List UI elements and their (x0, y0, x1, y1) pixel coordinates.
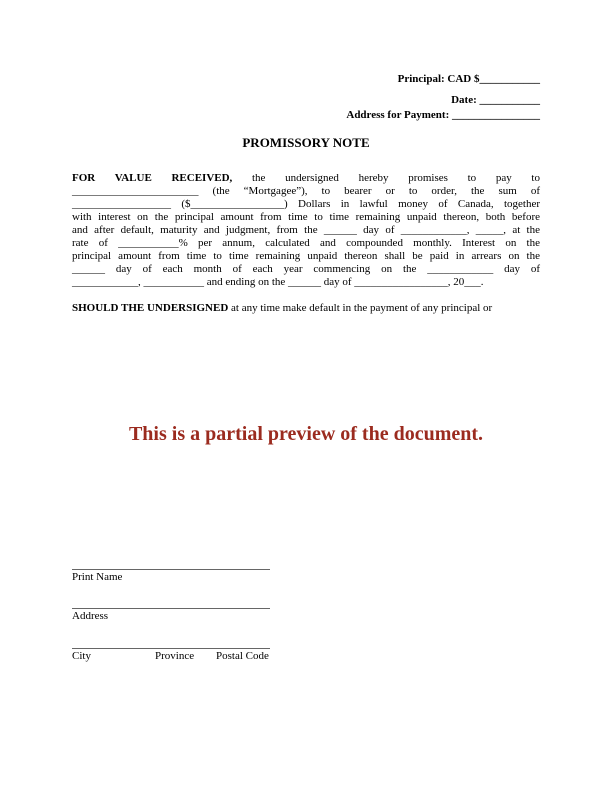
line-text: at any time make default in the payment of any principal or (228, 302, 493, 314)
address-label: Address (72, 610, 109, 622)
paragraph-line: __________________ ($_________________) Dollars in lawful money of Canada, together (72, 198, 540, 210)
paragraph-line: ______ day of each month of each year commencing on the ____________ day of (72, 263, 540, 275)
paragraph-line (72, 172, 540, 185)
paragraph-line: ____________, ___________ and ending on the ______ day of _________________, 20___. (72, 276, 484, 288)
line-text: the undersigned hereby promises to pay to (232, 172, 540, 184)
bold-lead: FOR VALUE RECEIVED, (72, 172, 233, 184)
paragraph-line: with interest on the principal amount from time to time remaining unpaid thereon, both before (72, 211, 540, 223)
paragraph-line: and after default, maturity and judgment, from the ______ day of ____________, _____, at the (72, 224, 540, 236)
paragraph-line: rate of ___________% per annum, calculated and compounded monthly. Interest on the (72, 237, 540, 249)
print-name-label: Print Name (72, 571, 123, 583)
paragraph-line: _______________________ (the “Mortgagee”), to bearer or to order, the sum of (72, 185, 540, 197)
principal-field: Principal: CAD $___________ (397, 73, 540, 85)
paragraph-line (72, 302, 540, 315)
paragraph-line: principal amount from time to time remaining unpaid thereon shall be paid in arrears on the (72, 250, 540, 262)
city-label: City (72, 650, 91, 662)
bold-lead: SHOULD THE UNDERSIGNED (72, 302, 229, 314)
page-title: PROMISSORY NOTE (242, 135, 370, 150)
address-for-payment-field: Address for Payment: ________________ (346, 109, 540, 121)
province-label: Province (155, 650, 195, 662)
date-field: Date: ___________ (451, 94, 540, 106)
signature-line-print-name (72, 569, 270, 570)
partial-preview-notice: This is a partial preview of the document. (128, 423, 484, 445)
signature-line-city (72, 648, 270, 649)
signature-line-address (72, 608, 270, 609)
postal-code-label: Postal Code (216, 650, 269, 662)
